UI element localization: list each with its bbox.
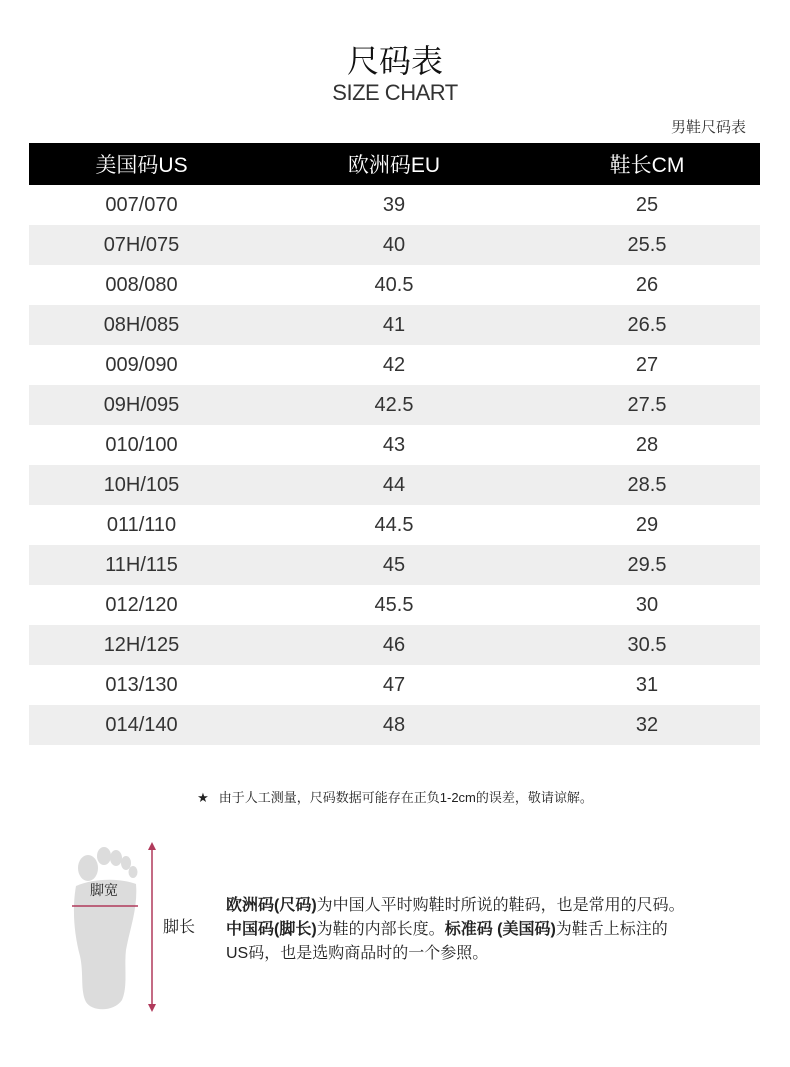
cell-us: 010/100: [105, 433, 178, 456]
foot-length-arrow-icon: [146, 842, 158, 1012]
cell-cm: 30.5: [627, 633, 667, 656]
cell-us: 011/110: [106, 513, 177, 536]
cell-us: 009/090: [105, 353, 178, 376]
table-row: [29, 345, 760, 385]
cell-eu: 41: [382, 313, 406, 336]
page-subtitle: SIZE CHART: [332, 80, 458, 105]
cell-eu: 42.5: [374, 393, 414, 416]
table-row: [29, 465, 760, 505]
us-size-term: 标准码 (美国码): [444, 921, 556, 938]
table-row: [29, 305, 760, 345]
cell-us: 008/080: [105, 273, 178, 296]
table-header: [29, 143, 760, 185]
description-line-3: [226, 942, 746, 966]
cell-eu: 39: [382, 193, 406, 216]
cell-cm: 29.5: [627, 553, 667, 576]
table-row: [29, 585, 760, 625]
cell-eu: 43: [382, 433, 406, 456]
foot-length-label: 脚长: [163, 919, 196, 936]
table-row: [29, 505, 760, 545]
table-row: [29, 265, 760, 305]
cell-us: 014/140: [105, 713, 178, 736]
table-row: [29, 425, 760, 465]
cell-eu: 42: [382, 353, 406, 376]
cell-cm: 30: [635, 593, 659, 616]
us-size-text: 为鞋舌上标注的: [555, 921, 668, 938]
cell-eu: 40.5: [374, 273, 414, 296]
cell-eu: 46: [382, 633, 406, 656]
foot-diagram-icon: [70, 846, 140, 1010]
cn-size-term: 中国码(脚长): [226, 921, 317, 938]
cell-us: 07H/075: [103, 233, 180, 256]
cell-eu: 44.5: [374, 513, 414, 536]
cell-cm: 27.5: [627, 393, 667, 416]
cell-cm: 25: [635, 193, 659, 216]
cell-cm: 31: [635, 673, 659, 696]
cell-cm: 26: [635, 273, 659, 296]
description-line-1: [226, 894, 746, 918]
size-description: [226, 894, 746, 966]
note-text: 由于人工测量，尺码数据可能存在正负1-2cm的误差，敬请谅解。: [218, 790, 593, 805]
table-row: [29, 545, 760, 585]
measurement-note: [0, 787, 790, 806]
cell-us: 12H/125: [103, 633, 180, 656]
cell-cm: 27: [635, 353, 659, 376]
cell-cm: 26.5: [627, 313, 667, 336]
table-label: 男鞋尺码表: [670, 119, 746, 136]
table-row: [29, 385, 760, 425]
cell-cm: 28.5: [627, 473, 667, 496]
cell-us: 08H/085: [103, 313, 180, 336]
foot-width-label: 脚宽: [90, 882, 118, 898]
cell-cm: 28: [635, 433, 659, 456]
cell-eu: 48: [382, 713, 406, 736]
cell-us: 007/070: [105, 193, 178, 216]
eu-size-term: 欧洲码(尺码): [226, 897, 317, 914]
cell-eu: 47: [382, 673, 406, 696]
table-row: [29, 225, 760, 265]
cell-us: 012/120: [105, 593, 178, 616]
page-title: 尺码表: [346, 43, 443, 79]
cell-us: 013/130: [105, 673, 178, 696]
size-table: [29, 143, 760, 745]
description-line-2: [226, 918, 746, 942]
cn-size-text: 为鞋的内部长度。: [316, 921, 445, 938]
table-row: [29, 665, 760, 705]
header-eu: 欧洲码EU: [347, 154, 441, 177]
cell-eu: 45.5: [374, 593, 414, 616]
cell-us: 11H/115: [105, 553, 178, 576]
cell-us: 09H/095: [103, 393, 180, 416]
cell-cm: 32: [635, 713, 659, 736]
table-row: [29, 185, 760, 225]
table-body: [29, 185, 760, 745]
cell-eu: 45: [382, 553, 406, 576]
cell-cm: 25.5: [627, 233, 667, 256]
star-icon: ★: [197, 790, 209, 805]
eu-size-text: 为中国人平时购鞋时所说的鞋码，也是常用的尺码。: [316, 897, 685, 914]
cell-eu: 40: [382, 233, 406, 256]
cell-us: 10H/105: [103, 473, 180, 496]
header-us: 美国码US: [95, 154, 188, 177]
header-cm: 鞋长CM: [609, 154, 685, 177]
cell-eu: 44: [382, 473, 406, 496]
us-size-text-cont: US码，也是选购商品时的一个参照。: [226, 945, 489, 962]
table-row: [29, 625, 760, 665]
table-row: [29, 705, 760, 745]
cell-cm: 29: [635, 513, 659, 536]
